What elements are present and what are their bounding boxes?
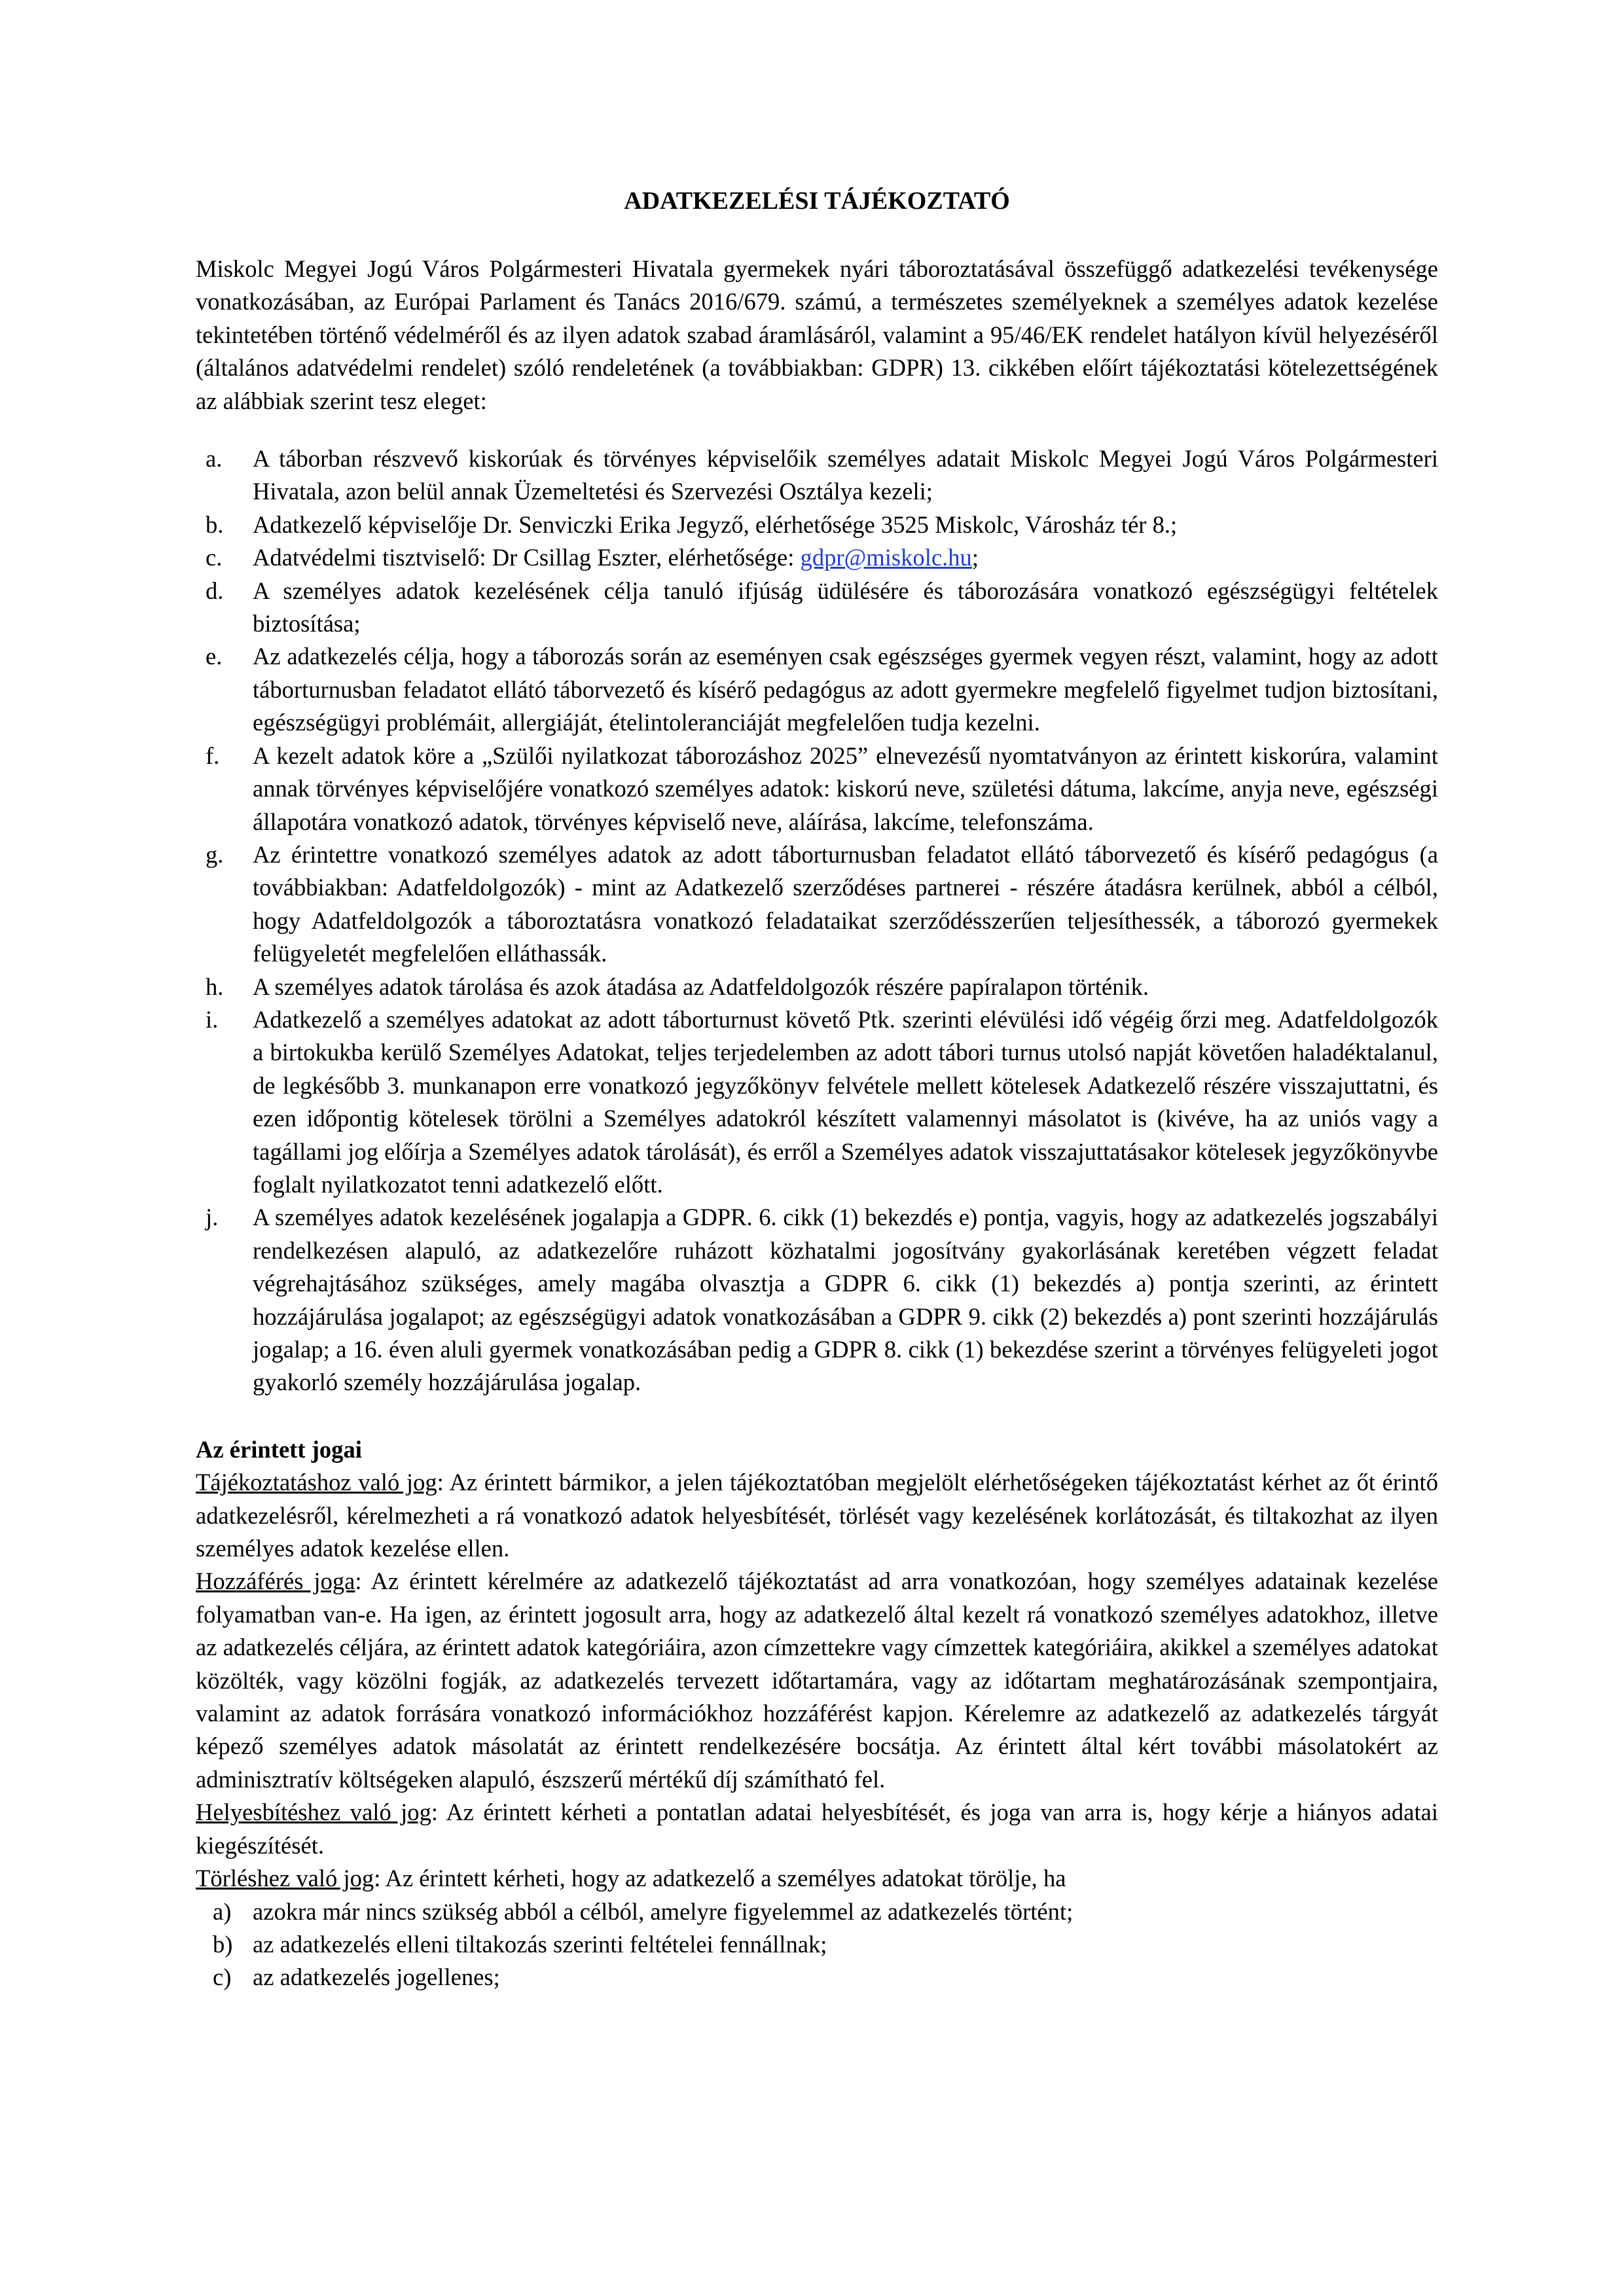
list-item-text: A személyes adatok kezelésének célja tanuló ifjúság üdülésére és táborozására vonatkozó egészségügyi feltételek biztosítása; [253, 577, 1438, 637]
list-item-text: Az érintettre vonatkozó személyes adatok az adott táborturnusban feladatot ellátó táborvezető és kísérő pedagógus (a továbbiakban: Adatfeldolgozók) - mint az Adatkezelő szerződéses partnerei - részére átadásra kerülnek, abból a célból, hogy Adatfeldolgozók a táboroztatásra vonatkozó feladataikat szerződésszerűen teljesíthessék, a táborozó gyermekek felügyeletét megfelelően elláthassák. [253, 840, 1438, 967]
rights-paragraph [196, 1862, 1438, 1895]
list-marker: e. [206, 643, 223, 670]
list-item [196, 575, 1438, 641]
info-list [196, 442, 1438, 1399]
rights-paragraph [196, 1565, 1438, 1796]
list-item [196, 1895, 1438, 1928]
list-item [196, 838, 1438, 971]
rights-paragraph [196, 1466, 1438, 1565]
list-marker: c) [213, 1964, 232, 1991]
list-item [196, 1201, 1438, 1399]
document-page [196, 185, 1438, 1994]
list-item-text: Adatkezelő képviselője Dr. Senviczki Erika Jegyző, elérhetősége 3525 Miskolc, Városház tér 8.; [253, 511, 1178, 538]
document-title: ADATKEZELÉSI TÁJÉKOZTATÓ [624, 187, 1010, 215]
rights-paragraph [196, 1796, 1438, 1862]
right-label: Hozzáférés joga [196, 1568, 355, 1595]
list-item-text-end: ; [971, 544, 979, 571]
list-marker: a) [213, 1897, 232, 1925]
right-label: Helyesbítéshez való jog [196, 1799, 431, 1826]
list-item-text: Az adatkezelés célja, hogy a táborozás során az eseményen csak egészséges gyermek vegyen részt, valamint, hogy az adott táborturnusban feladatot ellátó táborvezető és kísérő pedagógus az adott gyermekre megfelelő figyelmet tudjon biztosítani, egészségügyi problémáit, allergiáját, ételintoleranciáját megfelelően tudja kezelni. [253, 643, 1438, 736]
list-marker: b. [206, 511, 224, 538]
right-text: : Az érintett kérheti a pontatlan adatai helyesbítését, és joga van arra is, hogy kérje a hiányos adatai kiegészítését. [196, 1799, 1439, 1859]
list-item [196, 1961, 1438, 1994]
list-marker: d. [206, 577, 224, 604]
rights-heading: Az érintett jogai [196, 1435, 362, 1463]
list-item-text: A személyes adatok kezelésének jogalapja a GDPR. 6. cikk (1) bekezdés e) pontja, vagyis, hogy az adatkezelés jogszabályi rendelkezésen alapuló, az adatkezelőre ruházott közhatalmi jogosítvány gyakorlásának keretében végzett feladat végrehajtásához szükséges, amely magába olvasztja a GDPR 6. cikk (1) bekezdés a) pontja szerinti, az érintett hozzájárulása jogalapot; az egészségügyi adatok vonatkozásában a GDPR 9. cikk (2) bekezdés a) pont szerinti hozzájárulás jogalap; a 16. éven aluli gyermek vonatkozásában pedig a GDPR 8. cikk (1) bekezdése szerint a törvényes felügyeleti jogot gyakorló személy hozzájárulása jogalap. [253, 1204, 1438, 1396]
list-item-text: A táborban részvevő kiskorúak és törvényes képviselőik személyes adatait Miskolc Megyei Jogú Város Polgármesteri Hivatala, azon belül annak Üzemeltetési és Szervezési Osztálya kezeli; [253, 445, 1438, 505]
list-marker: i. [206, 1005, 219, 1033]
list-marker: h. [206, 973, 224, 1000]
list-marker: a. [206, 445, 223, 473]
list-item [196, 640, 1438, 739]
list-marker: g. [206, 840, 224, 868]
right-text: : Az érintett bármikor, a jelen tájékoztatóban megjelölt elérhetőségeken tájékoztatást kérhet az őt érintő adatkezelésről, kérelmezheti a rá vonatkozó adatok helyesbítését, törlését vagy kezelésének korlátozását, és tiltakozhat az ilyen személyes adatok kezelése ellen. [196, 1469, 1439, 1562]
right-label: Törléshez való jog [196, 1865, 374, 1892]
list-item-text: az adatkezelés elleni tiltakozás szerinti feltételei fennállnak; [253, 1930, 827, 1958]
list-item [196, 1928, 1438, 1961]
email-link[interactable]: gdpr@miskolc.hu [800, 544, 972, 571]
list-item [196, 1003, 1438, 1201]
list-item-text: A személyes adatok tárolása és azok átadása az Adatfeldolgozók részére papíralapon történik. [253, 973, 1149, 1000]
list-item-text: az adatkezelés jogellenes; [253, 1964, 500, 1991]
list-item [196, 442, 1438, 509]
list-item-text: A kezelt adatok köre a „Szülői nyilatkozat táborozáshoz 2025” elnevezésű nyomtatványon az érintett kiskorúra, valamint annak törvényes képviselőjére vonatkozó személyes adatok: kiskorú neve, születési dátuma, lakcíme, anyja neve, egészségi állapotára vonatkozó adatok, törvényes képviselő neve, aláírása, lakcíme, telefonszáma. [253, 742, 1438, 835]
list-item [196, 509, 1438, 541]
intro-paragraph: Miskolc Megyei Jogú Város Polgármesteri Hivatala gyermekek nyári táboroztatásával összefüggő adatkezelési tevékenysége vonatkozásában, az Európai Parlament és Tanács 2016/679. számú, a természetes személyeknek a személyes adatok kezelése tekintetében történő védelméről és az ilyen adatok szabad áramlásáról, valamint a 95/46/EK rendelet hatályon kívül helyezéséről (általános adatvédelmi rendelet) szóló rendeletének (a továbbiakban: GDPR) 13. cikkében előírt tájékoztatási kötelezettségének az alábbiak szerint tesz eleget: [196, 255, 1438, 414]
erasure-conditions-list [196, 1895, 1438, 1994]
list-item [196, 541, 1438, 574]
list-item [196, 971, 1438, 1003]
right-text: : Az érintett kérheti, hogy az adatkezelő a személyes adatokat törölje, ha [374, 1865, 1066, 1892]
right-label: Tájékoztatáshoz való jog [196, 1469, 437, 1496]
list-item-text: Adatkezelő a személyes adatokat az adott táborturnust követő Ptk. szerinti elévülési idő végéig őrzi meg. Adatfeldolgozók a birtokukba kerülő Személyes Adatokat, teljes terjedelemben az adott tábori turnus utolsó napját követően haladéktalanul, de legkésőbb 3. munkanapon erre vonatkozó jegyzőkönyv felvétele mellett kötelesek Adatkezelő részére visszajuttatni, és ezen időpontig kötelesek törölni a Személyes adatokról készített valamennyi másolatot is (kivéve, ha az uniós vagy a tagállami jog előírja a Személyes adatok tárolását), és erről a Személyes adatok visszajuttatásakor kötelesek jegyzőkönyvbe foglalt nyilatkozatot tenni adatkezelő előtt. [253, 1005, 1438, 1198]
list-marker: b) [213, 1930, 233, 1958]
list-marker: c. [206, 544, 223, 571]
list-marker: f. [206, 742, 220, 769]
right-text: : Az érintett kérelmére az adatkezelő tájékoztatást ad arra vonatkozóan, hogy személyes adatainak kezelése folyamatban van-e. Ha igen, az érintett jogosult arra, hogy az adatkezelő által kezelt rá vonatkozó személyes adatokhoz, illetve az adatkezelés céljára, az érintett adatok kategóriáira, azon címzettekre vagy címzettek kategóriáira, akikkel a személyes adatokat közölték, vagy közölni fogják, az adatkezelés tervezett időtartamára, vagy az időtartam meghatározásának szempontjaira, valamint az adatok forrására vonatkozó információkhoz hozzáférést kapjon. Kérelemre az adatkezelő az adatkezelés tárgyát képező személyes adatok másolatát az érintett rendelkezésére bocsátja. Az érintett által kért további másolatokért az adminisztratív költségeken alapuló, észszerű mértékű díj számítható fel. [196, 1568, 1438, 1793]
list-item-text: azokra már nincs szükség abból a célból, amelyre figyelemmel az adatkezelés történt; [253, 1897, 1074, 1925]
list-item [196, 740, 1438, 838]
list-marker: j. [206, 1204, 219, 1231]
list-item-text: Adatvédelmi tisztviselő: Dr Csillag Eszter, elérhetősége: [253, 544, 801, 571]
